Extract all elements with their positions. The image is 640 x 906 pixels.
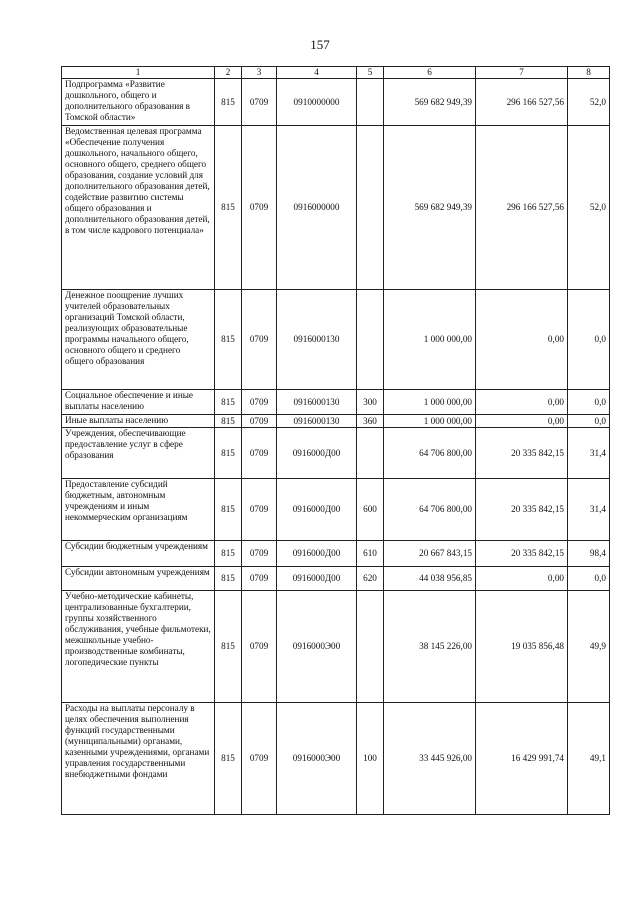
table-row xyxy=(62,428,610,479)
target-article-cell: 0916000Э00 xyxy=(277,703,357,815)
expense-type-cell: 600 xyxy=(357,479,384,541)
section-cell: 0709 xyxy=(242,390,277,415)
actual-amount-cell: 20 335 842,15 xyxy=(476,479,568,541)
grbs-cell: 815 xyxy=(215,79,242,126)
table-row xyxy=(62,290,610,390)
actual-amount-cell: 0,00 xyxy=(476,390,568,415)
target-article-cell: 0916000130 xyxy=(277,390,357,415)
row-name-cell: Подпрограмма «Развитие дошкольного, общего и дополнительного образования в Томской области» xyxy=(62,79,215,126)
plan-amount-cell: 44 038 956,85 xyxy=(384,567,476,591)
section-cell: 0709 xyxy=(242,79,277,126)
percent-cell: 49,1 xyxy=(568,703,610,815)
grbs-cell: 815 xyxy=(215,415,242,428)
row-name-cell: Социальное обеспечение и иные выплаты населению xyxy=(62,390,215,415)
target-article-cell: 0916000Э00 xyxy=(277,591,357,703)
table-row xyxy=(62,390,610,415)
expense-type-cell: 100 xyxy=(357,703,384,815)
header-cell: 8 xyxy=(568,67,610,79)
table-row xyxy=(62,415,610,428)
row-name-cell: Расходы на выплаты персоналу в целях обеспечения выполнения функций государственными (муниципальными) органами, казенными учреждениями, органами управления государственными внебюджетными фондами xyxy=(62,703,215,815)
actual-amount-cell: 16 429 991,74 xyxy=(476,703,568,815)
target-article-cell: 0916000Д00 xyxy=(277,541,357,567)
expense-type-cell xyxy=(357,428,384,479)
actual-amount-cell: 20 335 842,15 xyxy=(476,428,568,479)
table-row xyxy=(62,126,610,290)
plan-amount-cell: 1 000 000,00 xyxy=(384,290,476,390)
expense-type-cell: 360 xyxy=(357,415,384,428)
section-cell: 0709 xyxy=(242,428,277,479)
header-cell: 4 xyxy=(277,67,357,79)
table-header-row xyxy=(62,67,610,79)
grbs-cell: 815 xyxy=(215,126,242,290)
section-cell: 0709 xyxy=(242,479,277,541)
row-name-cell: Предоставление субсидий бюджетным, автономным учреждениям и иным некоммерческим организациям xyxy=(62,479,215,541)
target-article-cell: 0916000000 xyxy=(277,126,357,290)
section-cell: 0709 xyxy=(242,126,277,290)
target-article-cell: 0916000Д00 xyxy=(277,428,357,479)
expense-type-cell xyxy=(357,79,384,126)
header-cell: 1 xyxy=(62,67,215,79)
grbs-cell: 815 xyxy=(215,290,242,390)
percent-cell: 0,0 xyxy=(568,415,610,428)
expense-type-cell xyxy=(357,126,384,290)
section-cell: 0709 xyxy=(242,290,277,390)
actual-amount-cell: 19 035 856,48 xyxy=(476,591,568,703)
percent-cell: 31,4 xyxy=(568,479,610,541)
section-cell: 0709 xyxy=(242,703,277,815)
table-row xyxy=(62,703,610,815)
section-cell: 0709 xyxy=(242,591,277,703)
percent-cell: 0,0 xyxy=(568,390,610,415)
grbs-cell: 815 xyxy=(215,567,242,591)
actual-amount-cell: 0,00 xyxy=(476,290,568,390)
header-cell: 7 xyxy=(476,67,568,79)
actual-amount-cell: 296 166 527,56 xyxy=(476,79,568,126)
header-cell: 3 xyxy=(242,67,277,79)
plan-amount-cell: 1 000 000,00 xyxy=(384,390,476,415)
table-row xyxy=(62,567,610,591)
plan-amount-cell: 38 145 226,00 xyxy=(384,591,476,703)
row-name-cell: Денежное поощрение лучших учителей образовательных организаций Томской области, реализующих образовательные программы начального общего, основного общего и среднего общего образования xyxy=(62,290,215,390)
expense-type-cell: 610 xyxy=(357,541,384,567)
row-name-cell: Субсидии автономным учреждениям xyxy=(62,567,215,591)
table-row xyxy=(62,591,610,703)
percent-cell: 0,0 xyxy=(568,290,610,390)
target-article-cell: 0916000Д00 xyxy=(277,479,357,541)
expense-type-cell: 300 xyxy=(357,390,384,415)
percent-cell: 52,0 xyxy=(568,79,610,126)
grbs-cell: 815 xyxy=(215,428,242,479)
expense-type-cell xyxy=(357,591,384,703)
header-cell: 5 xyxy=(357,67,384,79)
target-article-cell: 0916000130 xyxy=(277,415,357,428)
grbs-cell: 815 xyxy=(215,703,242,815)
plan-amount-cell: 33 445 926,00 xyxy=(384,703,476,815)
row-name-cell: Ведомственная целевая программа «Обеспечение получения дошкольного, начального общего, основного общего, среднего общего образования, создание условий для дополнительного образования детей, содействие развитию системы общего образования и дополнительного образования детей, в том числе кадрового потенциала» xyxy=(62,126,215,290)
grbs-cell: 815 xyxy=(215,591,242,703)
budget-table xyxy=(61,66,610,815)
grbs-cell: 815 xyxy=(215,541,242,567)
section-cell: 0709 xyxy=(242,415,277,428)
header-cell: 2 xyxy=(215,67,242,79)
actual-amount-cell: 296 166 527,56 xyxy=(476,126,568,290)
section-cell: 0709 xyxy=(242,567,277,591)
plan-amount-cell: 569 682 949,39 xyxy=(384,126,476,290)
plan-amount-cell: 1 000 000,00 xyxy=(384,415,476,428)
target-article-cell: 0916000130 xyxy=(277,290,357,390)
actual-amount-cell: 0,00 xyxy=(476,567,568,591)
plan-amount-cell: 64 706 800,00 xyxy=(384,479,476,541)
row-name-cell: Учебно-методические кабинеты, централизованные бухгалтерии, группы хозяйственного обслуживания, учебные фильмотеки, межшкольные учебно-производственные комбинаты, логопедические пункты xyxy=(62,591,215,703)
page-number: 157 xyxy=(310,37,330,52)
percent-cell: 52,0 xyxy=(568,126,610,290)
row-name-cell: Иные выплаты населению xyxy=(62,415,215,428)
table-row xyxy=(62,479,610,541)
row-name-cell: Учреждения, обеспечивающие предоставление услуг в сфере образования xyxy=(62,428,215,479)
target-article-cell: 0910000000 xyxy=(277,79,357,126)
percent-cell: 98,4 xyxy=(568,541,610,567)
percent-cell: 49,9 xyxy=(568,591,610,703)
row-name-cell: Субсидии бюджетным учреждениям xyxy=(62,541,215,567)
expense-type-cell: 620 xyxy=(357,567,384,591)
header-cell: 6 xyxy=(384,67,476,79)
expense-type-cell xyxy=(357,290,384,390)
plan-amount-cell: 64 706 800,00 xyxy=(384,428,476,479)
actual-amount-cell: 0,00 xyxy=(476,415,568,428)
table-row xyxy=(62,541,610,567)
target-article-cell: 0916000Д00 xyxy=(277,567,357,591)
table-row xyxy=(62,79,610,126)
grbs-cell: 815 xyxy=(215,390,242,415)
actual-amount-cell: 20 335 842,15 xyxy=(476,541,568,567)
percent-cell: 31,4 xyxy=(568,428,610,479)
plan-amount-cell: 20 667 843,15 xyxy=(384,541,476,567)
grbs-cell: 815 xyxy=(215,479,242,541)
section-cell: 0709 xyxy=(242,541,277,567)
plan-amount-cell: 569 682 949,39 xyxy=(384,79,476,126)
percent-cell: 0,0 xyxy=(568,567,610,591)
